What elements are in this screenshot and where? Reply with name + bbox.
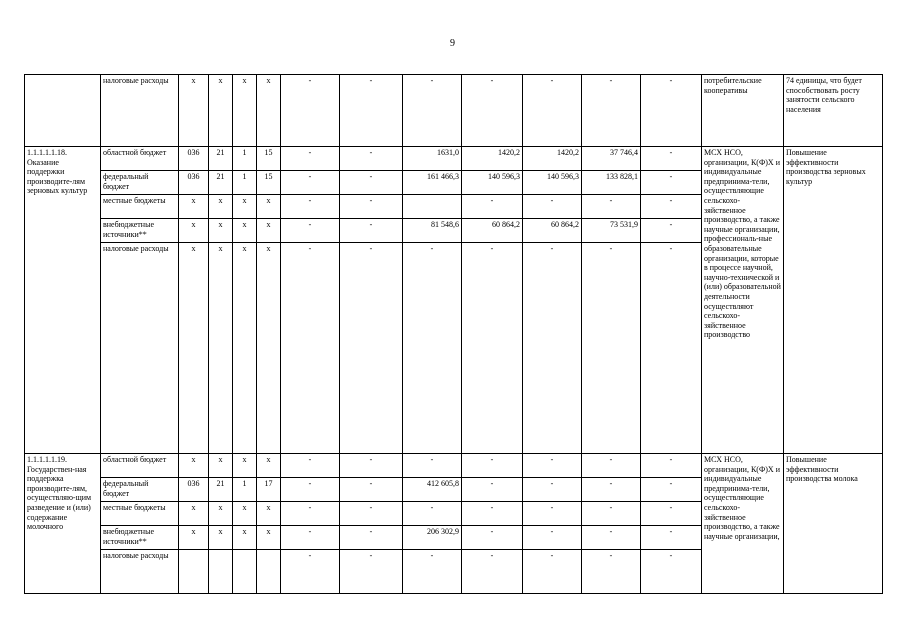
value-cell: 81 548,6 <box>403 219 462 243</box>
code-cell: x <box>233 526 257 550</box>
value-cell: - <box>641 478 702 502</box>
value-cell: - <box>462 454 523 478</box>
code-cell: x <box>209 219 233 243</box>
code-cell <box>257 550 281 594</box>
value-cell: - <box>523 243 582 454</box>
code-cell: 036 <box>179 171 209 195</box>
source-cell: федеральный бюджет <box>101 171 179 195</box>
value-cell: - <box>641 526 702 550</box>
value-cell: - <box>523 550 582 594</box>
code-cell <box>179 550 209 594</box>
value-cell: 206 302,9 <box>403 526 462 550</box>
value-cell: - <box>281 526 340 550</box>
value-cell: 1420,2 <box>523 147 582 171</box>
value-cell: - <box>281 147 340 171</box>
result-cell: 74 единицы, что будет способствовать росту занятости сельского населения <box>784 75 883 147</box>
value-cell: - <box>281 502 340 526</box>
value-cell: - <box>582 195 641 219</box>
value-cell: - <box>340 219 403 243</box>
value-cell: - <box>462 243 523 454</box>
value-cell: - <box>462 550 523 594</box>
value-cell: - <box>582 454 641 478</box>
value-cell: - <box>641 195 702 219</box>
code-cell: x <box>233 243 257 454</box>
code-cell: x <box>233 454 257 478</box>
code-cell: x <box>179 219 209 243</box>
result-cell: Повышение эффективности производства зерновых культур <box>784 147 883 454</box>
code-cell: x <box>179 75 209 147</box>
value-cell: 37 746,4 <box>582 147 641 171</box>
value-cell: 60 864,2 <box>462 219 523 243</box>
value-cell: - <box>523 478 582 502</box>
value-cell: 60 864,2 <box>523 219 582 243</box>
code-cell: 036 <box>179 147 209 171</box>
code-cell: x <box>209 195 233 219</box>
code-cell: x <box>233 502 257 526</box>
table-row <box>25 454 883 478</box>
value-cell: - <box>281 550 340 594</box>
value-cell: - <box>582 243 641 454</box>
code-cell: 1 <box>233 478 257 502</box>
value-cell: - <box>403 243 462 454</box>
page-number: 9 <box>450 38 455 49</box>
value-cell: 1631,0 <box>403 147 462 171</box>
code-cell: x <box>257 243 281 454</box>
code-cell: x <box>257 526 281 550</box>
value-cell: - <box>523 454 582 478</box>
code-cell: x <box>179 195 209 219</box>
value-cell: - <box>462 75 523 147</box>
value-cell: - <box>340 147 403 171</box>
code-cell: 17 <box>257 478 281 502</box>
value-cell: - <box>641 75 702 147</box>
value-cell: 412 605,8 <box>403 478 462 502</box>
value-cell: - <box>281 454 340 478</box>
value-cell: - <box>281 243 340 454</box>
code-cell: x <box>233 195 257 219</box>
value-cell: - <box>523 75 582 147</box>
value-cell: - <box>462 478 523 502</box>
value-cell: - <box>582 75 641 147</box>
value-cell: - <box>281 171 340 195</box>
code-cell: x <box>257 502 281 526</box>
code-cell: 21 <box>209 171 233 195</box>
value-cell: - <box>340 526 403 550</box>
executor-cell: МСХ НСО, организации, К(Ф)Х и индивидуальные предпринима-тели, осуществляющие сельскохо-зяйственное производство, а также научные организации, профессиональ-ные образовательные организации, которые в процессе научной, научно-технической и (или) образовательной деятельности осуществляют сельскохо-зяйственное производство <box>702 147 784 454</box>
table-row <box>25 75 883 147</box>
source-cell: местные бюджеты <box>101 195 179 219</box>
value-cell: - <box>582 526 641 550</box>
value-cell: - <box>462 195 523 219</box>
code-cell <box>233 550 257 594</box>
value-cell: - <box>462 526 523 550</box>
source-cell: областной бюджет <box>101 454 179 478</box>
value-cell: - <box>523 502 582 526</box>
value-cell <box>403 195 462 219</box>
value-cell: - <box>340 171 403 195</box>
value-cell: - <box>340 195 403 219</box>
source-cell: налоговые расходы <box>101 550 179 594</box>
value-cell: - <box>340 502 403 526</box>
code-cell: 1 <box>233 171 257 195</box>
event-name-cell <box>25 75 101 147</box>
code-cell: x <box>257 75 281 147</box>
code-cell: x <box>257 219 281 243</box>
code-cell: x <box>257 195 281 219</box>
value-cell: - <box>403 550 462 594</box>
value-cell: - <box>462 502 523 526</box>
code-cell: x <box>179 502 209 526</box>
code-cell: x <box>209 526 233 550</box>
value-cell: 73 531,9 <box>582 219 641 243</box>
value-cell: - <box>641 171 702 195</box>
code-cell: x <box>179 243 209 454</box>
value-cell: - <box>403 75 462 147</box>
source-cell: местные бюджеты <box>101 502 179 526</box>
source-cell: областной бюджет <box>101 147 179 171</box>
source-cell: налоговые расходы <box>101 243 179 454</box>
value-cell: - <box>281 75 340 147</box>
code-cell: x <box>179 526 209 550</box>
event-name-cell: 1.1.1.1.1.18. Оказание поддержки производите-лям зерновых культур <box>25 147 101 454</box>
source-cell: внебюджетные источники** <box>101 526 179 550</box>
value-cell: - <box>340 454 403 478</box>
value-cell: - <box>403 502 462 526</box>
code-cell: 15 <box>257 147 281 171</box>
value-cell: - <box>523 195 582 219</box>
code-cell: 21 <box>209 478 233 502</box>
value-cell: - <box>340 550 403 594</box>
value-cell: - <box>641 147 702 171</box>
value-cell: - <box>340 75 403 147</box>
program-table <box>24 74 883 594</box>
value-cell: - <box>582 502 641 526</box>
code-cell: x <box>179 454 209 478</box>
code-cell: 1 <box>233 147 257 171</box>
code-cell: x <box>233 219 257 243</box>
code-cell: 21 <box>209 147 233 171</box>
value-cell: - <box>641 502 702 526</box>
event-name-cell: 1.1.1.1.1.19. Государствен-ная поддержка производите-лям, осуществляю-щим разведение и (или) содержание молочного <box>25 454 101 594</box>
value-cell: - <box>523 526 582 550</box>
source-cell: федеральный бюджет <box>101 478 179 502</box>
value-cell: 161 466,3 <box>403 171 462 195</box>
code-cell: x <box>233 75 257 147</box>
value-cell: - <box>281 219 340 243</box>
code-cell: x <box>257 454 281 478</box>
value-cell: - <box>582 478 641 502</box>
value-cell: - <box>641 454 702 478</box>
value-cell: - <box>403 454 462 478</box>
code-cell: 15 <box>257 171 281 195</box>
value-cell: - <box>641 219 702 243</box>
value-cell: - <box>641 550 702 594</box>
executor-cell: МСХ НСО, организации, К(Ф)Х и индивидуальные предпринима-тели, осуществляющие сельскохо-зяйственное производство, а также научные организации, <box>702 454 784 594</box>
value-cell: 140 596,3 <box>523 171 582 195</box>
code-cell: x <box>209 243 233 454</box>
value-cell: - <box>281 195 340 219</box>
code-cell: x <box>209 75 233 147</box>
value-cell: - <box>582 550 641 594</box>
code-cell: 036 <box>179 478 209 502</box>
code-cell: x <box>209 502 233 526</box>
code-cell: x <box>209 454 233 478</box>
value-cell: 140 596,3 <box>462 171 523 195</box>
result-cell: Повышение эффективности производства молока <box>784 454 883 594</box>
code-cell <box>209 550 233 594</box>
value-cell: - <box>340 478 403 502</box>
executor-cell: потребительские кооперативы <box>702 75 784 147</box>
value-cell: - <box>281 478 340 502</box>
table-row <box>25 147 883 171</box>
value-cell: 1420,2 <box>462 147 523 171</box>
value-cell: - <box>340 243 403 454</box>
source-cell: налоговые расходы <box>101 75 179 147</box>
value-cell: 133 828,1 <box>582 171 641 195</box>
source-cell: внебюджетные источники** <box>101 219 179 243</box>
value-cell: - <box>641 243 702 454</box>
